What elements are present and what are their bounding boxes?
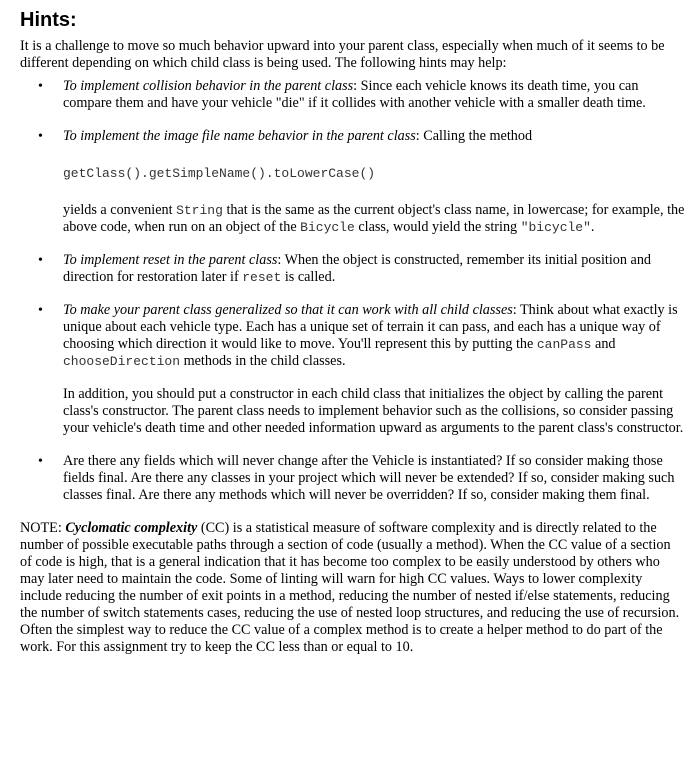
code-snippet: getClass().getSimpleName().toLowerCase()	[63, 166, 376, 181]
bullet-icon: •	[38, 454, 43, 469]
hint-text: yields a convenient	[63, 202, 177, 218]
hints-list	[20, 78, 685, 504]
hint-lead: To implement the image file name behavior in the parent class	[63, 128, 416, 144]
hint-text: and	[591, 336, 616, 352]
hint-paragraph: In addition, you should put a constructor in each child class that initializes the object by calling the parent class's constructor. The parent class needs to implement behavior such as the collisions, so consider passing your vehicle's death time and other needed information upward as arguments to the parent class's constructor.	[63, 386, 684, 436]
hint-text: that is the same as the current object's class name, in lowercase; for example, the above code, when run on an object of the	[63, 202, 685, 235]
hint-text: is called.	[281, 269, 336, 285]
inline-code-reset: reset	[242, 270, 282, 285]
hint-text: Are there any fields which will never change after the Vehicle is instantiated? If so consider making those fields final. Are there any classes in your project which will never be extended? If so, consider making such classes final. Are there any methods which will never be overridden? If so, consider making them final.	[63, 453, 675, 503]
hint-text: methods in the child classes.	[180, 353, 346, 369]
document-page	[20, 8, 685, 656]
note-label: NOTE:	[20, 520, 66, 536]
hints-heading: Hints:	[20, 9, 77, 31]
inline-code-string: String	[176, 203, 223, 218]
bullet-icon: •	[38, 129, 43, 144]
hint-text: class, would yield the string	[354, 219, 521, 235]
hint-final	[20, 453, 685, 504]
hint-text: : Calling the method	[415, 128, 533, 144]
hint-text: .	[590, 219, 595, 235]
hint-text: : When the object is constructed, remember its initial position and direction for restoration later if	[63, 252, 652, 285]
note-text: (CC) is a statistical measure of software complexity and is directly related to the number of possible executable paths through a section of code (usually a method). When the CC value of a section of code is high, that is a general indication that it has become too complex to be easily understood by others who may later need to maintain the code. Some of linting will warn for high CC values. Ways to lower complexity include reducing the number of exit points in a method, reducing the number of nested if/else statements, reducing the number of switch statements cases, reducing the use of nested loop structures, and reducing the use of recursion. Often the simplest way to reduce the CC value of a complex method is to create a helper method to do part of the work. For this assignment try to keep the CC less than or equal to 10.	[20, 520, 680, 655]
inline-code-choosedirection: chooseDirection	[63, 354, 181, 369]
note-term: Cyclomatic complexity	[65, 520, 198, 536]
hint-reset	[20, 252, 685, 286]
bullet-icon: •	[38, 253, 43, 268]
inline-code-canpass: canPass	[536, 337, 592, 352]
hint-lead: To implement reset in the parent class	[63, 252, 278, 268]
inline-code-result: "bicycle"	[520, 220, 591, 235]
hint-collision	[20, 78, 685, 112]
bullet-icon: •	[38, 303, 43, 318]
bullet-icon: •	[38, 79, 43, 94]
hint-text: : Think about what exactly is unique about each vehicle type. Each has a unique set of terrain it can pass, and each has a unique way of choosing which direction it would like to move. You'll represent this by putting the	[63, 302, 678, 352]
note-paragraph	[20, 520, 685, 656]
hint-text: : Since each vehicle knows its death time, you can compare them and have your vehicle "die" if it collides with another vehicle with a smaller death time.	[63, 78, 646, 111]
intro-paragraph: It is a challenge to move so much behavior upward into your parent class, especially when much of it seems to be different depending on which child class is being used. The following hints may help:	[20, 38, 665, 71]
hint-generalize	[20, 302, 685, 437]
hint-lead: To implement collision behavior in the parent class	[63, 78, 354, 94]
inline-code-bicycle: Bicycle	[300, 220, 355, 235]
hint-lead: To make your parent class generalized so that it can work with all child classes	[63, 302, 513, 318]
hint-image-file-name	[20, 128, 685, 236]
